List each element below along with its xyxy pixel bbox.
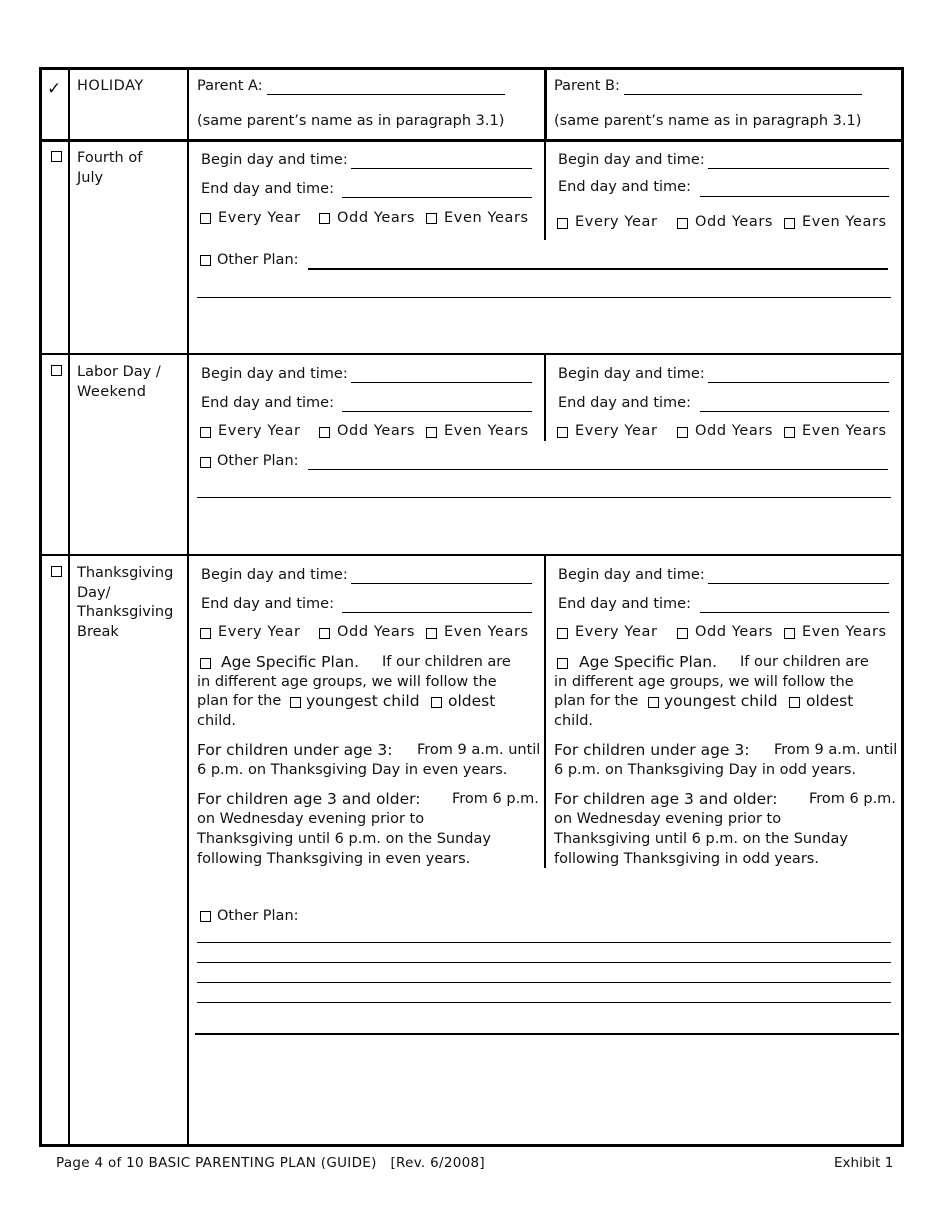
row3-a-every-year-checkbox[interactable] bbox=[200, 628, 211, 639]
row3-a-age-plan-title: Age Specific Plan. bbox=[221, 653, 360, 671]
column-divider-2 bbox=[187, 67, 189, 1147]
parent-b-label: Parent B: bbox=[554, 78, 620, 94]
row3-b-begin-field[interactable] bbox=[708, 583, 889, 584]
row3-other-plan-label: Other Plan: bbox=[217, 908, 299, 924]
row1-b-even-years-checkbox[interactable] bbox=[784, 218, 795, 229]
row3-b-odd-years-checkbox[interactable] bbox=[677, 628, 688, 639]
row1-other-plan-label: Other Plan: bbox=[217, 252, 299, 268]
row3-b-even-years-label: Even Years bbox=[802, 624, 887, 640]
row3-a-youngest-label: youngest child bbox=[306, 692, 420, 710]
row2-other-plan-field[interactable] bbox=[308, 469, 888, 470]
column-divider-1 bbox=[68, 67, 70, 1147]
parent-a-note: (same parent’s name as in paragraph 3.1) bbox=[197, 113, 505, 129]
row3-a-oldest-label: oldest bbox=[448, 692, 496, 710]
row3-b-over3-text1: From 6 p.m. bbox=[809, 791, 896, 807]
table-border-bottom bbox=[39, 1144, 904, 1147]
row1-a-even-years-label: Even Years bbox=[444, 210, 529, 226]
row1-other-plan-line2[interactable] bbox=[197, 297, 891, 298]
labor-day-label-line1: Labor Day / bbox=[77, 364, 161, 380]
footer-exhibit: Exhibit 1 bbox=[834, 1155, 894, 1171]
row3-b-every-year-checkbox[interactable] bbox=[557, 628, 568, 639]
row2-b-begin-label: Begin day and time: bbox=[558, 366, 705, 382]
parent-b-name-field[interactable] bbox=[624, 94, 862, 95]
row3-b-child-text: child. bbox=[554, 713, 594, 729]
row3-b-youngest-checkbox[interactable] bbox=[648, 697, 659, 708]
row3-b-over3-text3: Thanksgiving until 6 p.m. on the Sunday bbox=[554, 831, 848, 847]
row2-b-every-year-checkbox[interactable] bbox=[557, 427, 568, 438]
fourth-of-july-label-line1: Fourth of bbox=[77, 150, 143, 166]
parent-b-note: (same parent’s name as in paragraph 3.1) bbox=[554, 113, 862, 129]
row1-b-every-year-checkbox[interactable] bbox=[557, 218, 568, 229]
row3-a-child-text: child. bbox=[197, 713, 237, 729]
row2-a-even-years-label: Even Years bbox=[444, 423, 529, 439]
row3-a-over3-title: For children age 3 and older: bbox=[197, 790, 421, 808]
row3-b-every-year-label: Every Year bbox=[575, 624, 658, 640]
row3-a-over3-text2: on Wednesday evening prior to bbox=[197, 811, 425, 827]
row2-b-end-field[interactable] bbox=[700, 411, 889, 412]
row3-a-begin-label: Begin day and time: bbox=[201, 567, 348, 583]
fourth-of-july-checkbox[interactable] bbox=[51, 151, 62, 162]
row2-a-every-year-label: Every Year bbox=[218, 423, 301, 439]
row3-a-oldest-checkbox[interactable] bbox=[431, 697, 442, 708]
row3-b-age-plan-title: Age Specific Plan. bbox=[579, 653, 718, 671]
row3-b-odd-years-label: Odd Years bbox=[695, 624, 774, 640]
row2-other-plan-line2[interactable] bbox=[197, 497, 891, 498]
row1-b-begin-label: Begin day and time: bbox=[558, 152, 705, 168]
row-divider-2 bbox=[39, 554, 904, 556]
row3-a-under3-text2: 6 p.m. on Thanksgiving Day in even years. bbox=[197, 762, 508, 778]
row2-b-odd-years-checkbox[interactable] bbox=[677, 427, 688, 438]
fourth-of-july-label-line2: July bbox=[77, 170, 104, 186]
row2-a-even-years-checkbox[interactable] bbox=[426, 427, 437, 438]
row-divider-header bbox=[39, 139, 904, 142]
row3-b-under3-text2: 6 p.m. on Thanksgiving Day in odd years. bbox=[554, 762, 857, 778]
parent-a-name-field[interactable] bbox=[267, 94, 505, 95]
row2-b-odd-years-label: Odd Years bbox=[695, 423, 774, 439]
row3-a-over3-text4: following Thanksgiving in even years. bbox=[197, 851, 471, 867]
row3-b-even-years-checkbox[interactable] bbox=[784, 628, 795, 639]
row1-b-even-years-label: Even Years bbox=[802, 214, 887, 230]
row2-b-every-year-label: Every Year bbox=[575, 423, 658, 439]
holiday-header: HOLIDAY bbox=[77, 78, 144, 94]
row3-a-over3-text3: Thanksgiving until 6 p.m. on the Sunday bbox=[197, 831, 491, 847]
labor-day-checkbox[interactable] bbox=[51, 365, 62, 376]
row1-b-end-label: End day and time: bbox=[558, 179, 691, 195]
row3-other-plan-line5[interactable] bbox=[195, 1033, 899, 1035]
row3-a-age-plan-text1: If our children are bbox=[382, 654, 511, 670]
row1-b-end-field[interactable] bbox=[700, 196, 889, 197]
row3-b-over3-title: For children age 3 and older: bbox=[554, 790, 778, 808]
labor-day-label-line2: Weekend bbox=[77, 384, 147, 400]
row2-a-end-label: End day and time: bbox=[201, 395, 334, 411]
row3-b-begin-label: Begin day and time: bbox=[558, 567, 705, 583]
row3-a-end-field[interactable] bbox=[342, 612, 532, 613]
table-border-top bbox=[39, 67, 904, 70]
row2-a-begin-field[interactable] bbox=[351, 382, 532, 383]
row3-b-over3-text2: on Wednesday evening prior to bbox=[554, 811, 782, 827]
row3-a-even-years-checkbox[interactable] bbox=[426, 628, 437, 639]
row3-a-age-plan-text2: in different age groups, we will follow the bbox=[197, 674, 497, 690]
row3-other-plan-line3[interactable] bbox=[197, 982, 891, 983]
row3-a-odd-years-checkbox[interactable] bbox=[319, 628, 330, 639]
row-divider-1 bbox=[39, 353, 904, 355]
row1-other-plan-field[interactable] bbox=[308, 268, 888, 270]
row3-other-plan-line1[interactable] bbox=[197, 942, 891, 943]
thanksgiving-label-line2: Day/ bbox=[77, 585, 111, 601]
row3-b-age-plan-text1: If our children are bbox=[740, 654, 869, 670]
row1-b-begin-field[interactable] bbox=[708, 168, 889, 169]
row2-b-even-years-checkbox[interactable] bbox=[784, 427, 795, 438]
row3-b-under3-title: For children under age 3: bbox=[554, 741, 750, 759]
row1-a-end-field[interactable] bbox=[342, 197, 532, 198]
thanksgiving-checkbox[interactable] bbox=[51, 566, 62, 577]
table-border-right bbox=[901, 67, 904, 1147]
row3-b-end-field[interactable] bbox=[700, 612, 889, 613]
thanksgiving-label-line3: Thanksgiving bbox=[77, 604, 174, 620]
row1-other-plan-checkbox[interactable] bbox=[200, 255, 211, 266]
row3-a-under3-text1: From 9 a.m. until bbox=[417, 742, 541, 758]
row1-a-every-year-label: Every Year bbox=[218, 210, 301, 226]
row1-a-begin-label: Begin day and time: bbox=[201, 152, 348, 168]
row3-a-end-label: End day and time: bbox=[201, 596, 334, 612]
row2-a-odd-years-checkbox[interactable] bbox=[319, 427, 330, 438]
parent-a-label: Parent A: bbox=[197, 78, 263, 94]
row2-a-every-year-checkbox[interactable] bbox=[200, 427, 211, 438]
row3-a-youngest-checkbox[interactable] bbox=[290, 697, 301, 708]
row1-b-odd-years-label: Odd Years bbox=[695, 214, 774, 230]
row3-other-plan-line4[interactable] bbox=[197, 1002, 891, 1003]
row1-a-odd-years-label: Odd Years bbox=[337, 210, 416, 226]
row3-b-under3-text1: From 9 a.m. until bbox=[774, 742, 898, 758]
row3-b-age-plan-text3: plan for the bbox=[554, 693, 639, 709]
row3-b-over3-text4: following Thanksgiving in odd years. bbox=[554, 851, 819, 867]
row3-a-age-plan-text3: plan for the bbox=[197, 693, 282, 709]
row1-b-every-year-label: Every Year bbox=[575, 214, 658, 230]
row3-b-end-label: End day and time: bbox=[558, 596, 691, 612]
row3-a-age-plan-checkbox[interactable] bbox=[200, 658, 211, 669]
row1-a-begin-field[interactable] bbox=[351, 168, 532, 169]
row2-a-begin-label: Begin day and time: bbox=[201, 366, 348, 382]
row2-parent-divider bbox=[544, 355, 546, 441]
column-divider-header bbox=[544, 67, 547, 140]
row2-other-plan-label: Other Plan: bbox=[217, 453, 299, 469]
row3-a-odd-years-label: Odd Years bbox=[337, 624, 416, 640]
row3-b-youngest-label: youngest child bbox=[664, 692, 778, 710]
row3-a-over3-text1: From 6 p.m. bbox=[452, 791, 539, 807]
row3-other-plan-checkbox[interactable] bbox=[200, 911, 211, 922]
row2-a-odd-years-label: Odd Years bbox=[337, 423, 416, 439]
row3-b-age-plan-text2: in different age groups, we will follow the bbox=[554, 674, 854, 690]
table-border-left bbox=[39, 67, 42, 1147]
thanksgiving-label-line4: Break bbox=[77, 624, 119, 640]
row2-b-even-years-label: Even Years bbox=[802, 423, 887, 439]
row1-b-odd-years-checkbox[interactable] bbox=[677, 218, 688, 229]
row1-a-even-years-checkbox[interactable] bbox=[426, 213, 437, 224]
row3-a-begin-field[interactable] bbox=[351, 583, 532, 584]
row1-a-every-year-checkbox[interactable] bbox=[200, 213, 211, 224]
row1-parent-divider bbox=[544, 142, 546, 240]
row3-b-oldest-checkbox[interactable] bbox=[789, 697, 800, 708]
row3-b-age-plan-checkbox[interactable] bbox=[557, 658, 568, 669]
row1-a-end-label: End day and time: bbox=[201, 181, 334, 197]
check-mark-icon: ✓ bbox=[47, 79, 62, 99]
footer-page-info: Page 4 of 10 BASIC PARENTING PLAN (GUIDE) [Rev. 6/2008] bbox=[56, 1155, 485, 1171]
row3-other-plan-line2[interactable] bbox=[197, 962, 891, 963]
thanksgiving-label-line1: Thanksgiving bbox=[77, 565, 174, 581]
row3-a-even-years-label: Even Years bbox=[444, 624, 529, 640]
row3-a-every-year-label: Every Year bbox=[218, 624, 301, 640]
row3-b-oldest-label: oldest bbox=[806, 692, 854, 710]
row2-b-end-label: End day and time: bbox=[558, 395, 691, 411]
row2-a-end-field[interactable] bbox=[342, 411, 532, 412]
row2-b-begin-field[interactable] bbox=[708, 382, 889, 383]
row1-a-odd-years-checkbox[interactable] bbox=[319, 213, 330, 224]
row2-other-plan-checkbox[interactable] bbox=[200, 457, 211, 468]
row3-parent-divider bbox=[544, 556, 546, 868]
row3-a-under3-title: For children under age 3: bbox=[197, 741, 393, 759]
